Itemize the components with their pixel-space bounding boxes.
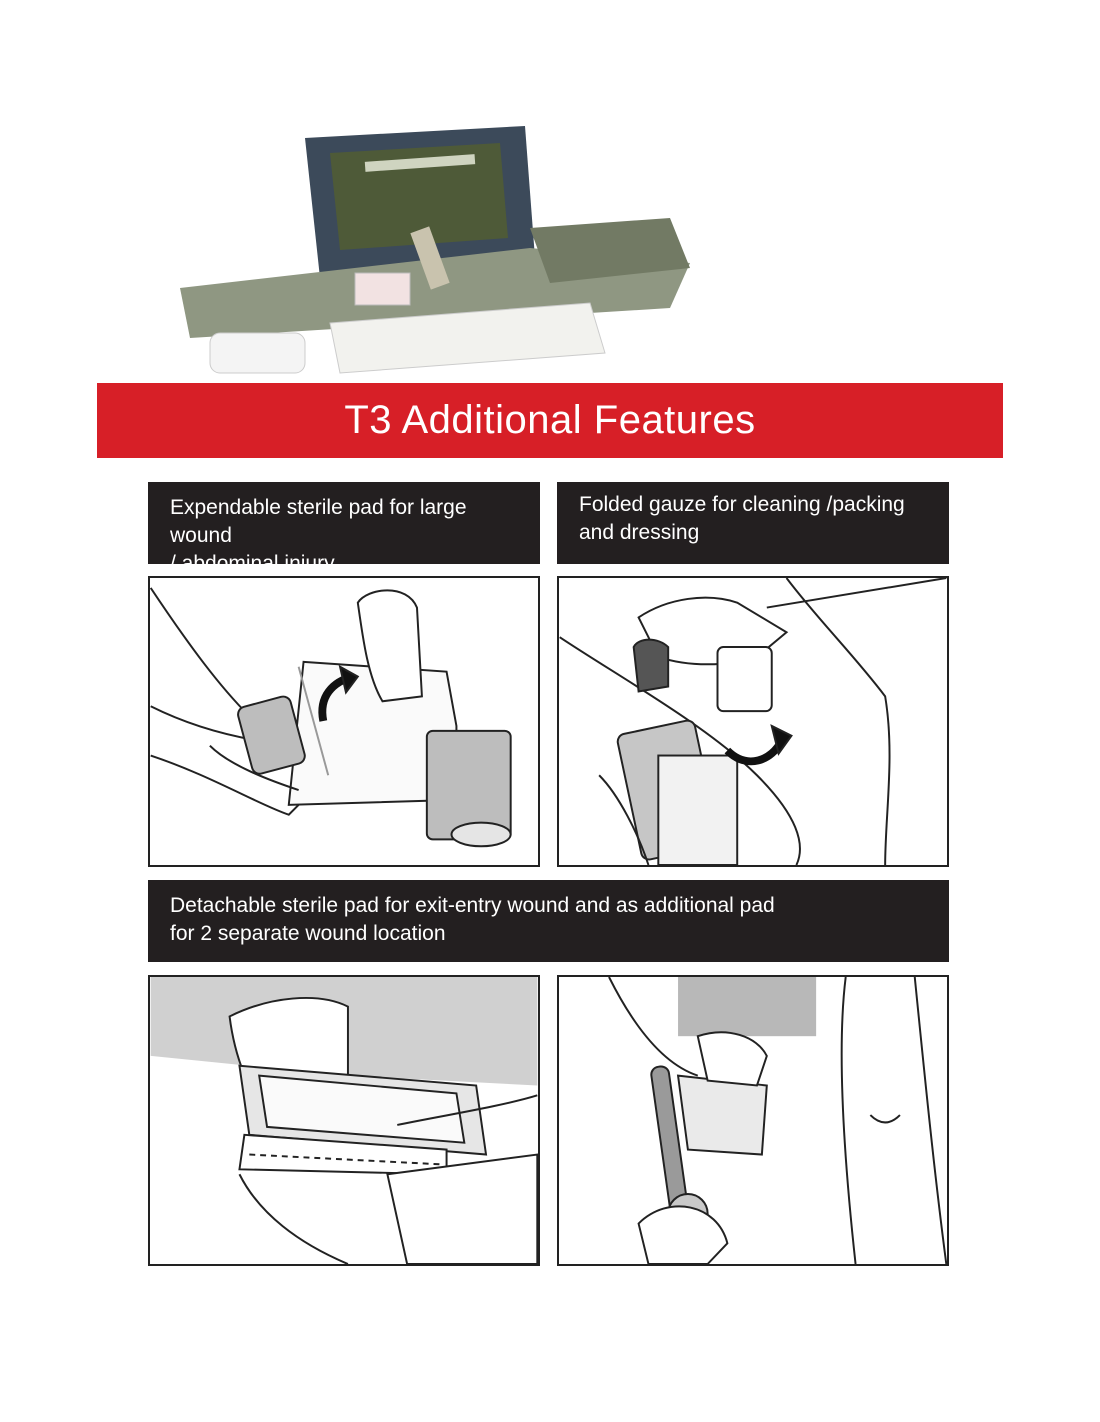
caption-line: for 2 separate wound location	[170, 922, 446, 945]
detach-pad-illustration	[148, 975, 540, 1266]
caption-detachable-pad	[148, 880, 949, 962]
caption-folded-gauze	[557, 482, 949, 564]
second-wound-illustration	[557, 975, 949, 1266]
caption-line: Folded gauze for cleaning /packing	[579, 493, 905, 516]
banner-title: T3 Additional Features	[344, 398, 756, 442]
features-banner	[97, 383, 1003, 458]
caption-line: / abdominal injury	[170, 552, 335, 575]
caption-line: Detachable sterile pad for exit-entry wound and as additional pad	[170, 894, 775, 917]
caption-expendable-pad	[148, 482, 540, 575]
bandage-package-photo	[170, 118, 720, 383]
caption-line: Expendable sterile pad for large wound	[170, 496, 467, 547]
expand-pad-illustration	[148, 576, 540, 867]
gauze-cleaning-illustration	[557, 576, 949, 867]
caption-line: and dressing	[579, 521, 700, 544]
